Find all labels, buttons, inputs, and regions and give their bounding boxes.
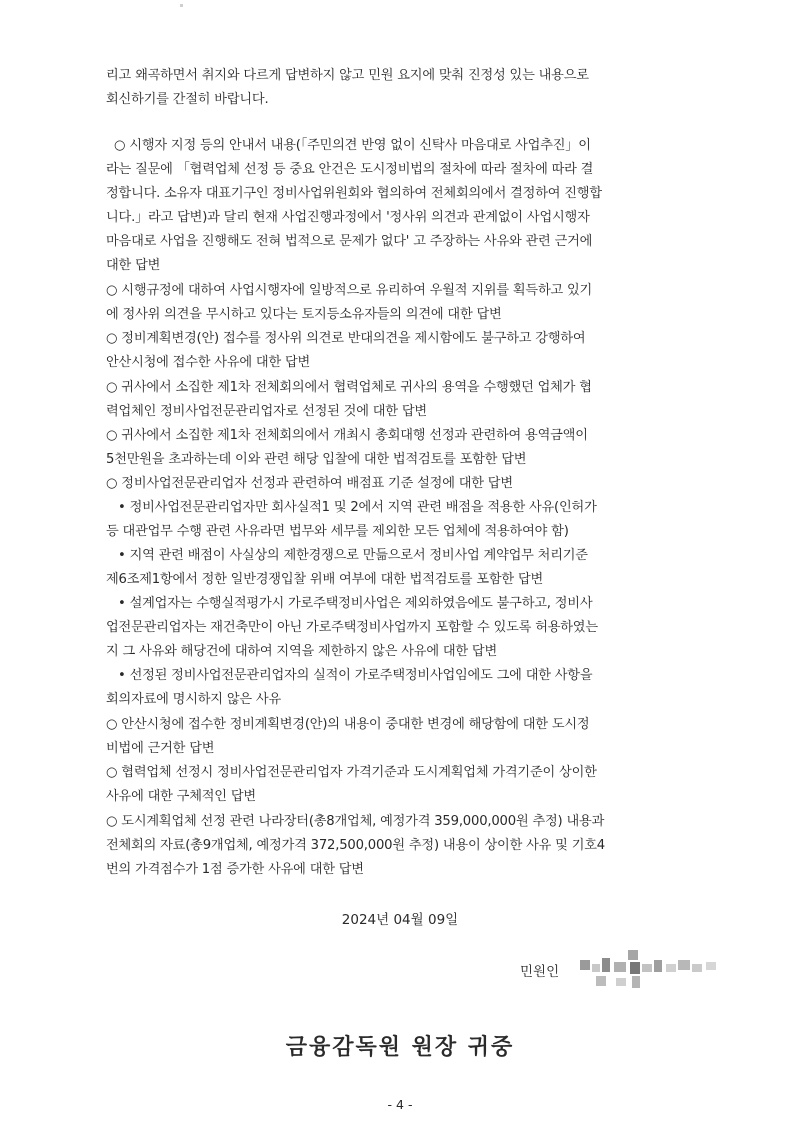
body-line: • 정비사업전문관리업자만 회사실적1 및 2에서 지역 관련 배점을 적용한 사유(인허가 <box>118 500 597 515</box>
body-line: 지 그 사유와 해당건에 대하여 지역을 제한하지 않은 사유에 대한 답변 <box>106 644 498 659</box>
body-line: 안산시청에 접수한 사유에 대한 답변 <box>106 355 311 370</box>
body-line: • 선정된 정비사업전문관리업자의 실적이 가로주택정비사업임에도 그에 대한 사항을 <box>118 668 593 683</box>
body-line: 대한 답변 <box>106 258 161 273</box>
body-line: 등 대관업무 수행 관련 사유라면 법무와 세무를 제외한 모든 업체에 적용하여야 함) <box>106 524 569 539</box>
body-line: ○ 안산시청에 접수한 정비계획변경(안)의 내용이 중대한 변경에 해당함에 대한 도시정 <box>106 717 590 732</box>
body-line: 업전문관리업자는 재건축만이 아닌 가로주택정비사업까지 포함할 수 있도록 허용하였는 <box>106 620 598 635</box>
body-line: ○ 도시계획업체 선정 관련 나라장터(총8개업체, 예정가격 359,000,000원 추정) 내용과 <box>106 814 605 829</box>
body-line: 제6조제1항에서 정한 일반경쟁입찰 위배 여부에 대한 법적검토를 포함한 답변 <box>106 572 544 587</box>
page-number: - 4 - <box>387 1097 413 1112</box>
body-line: 마음대로 사업을 진행해도 전혀 법적으로 문제가 없다' 고 주장하는 사유와 관련 근거에 <box>106 234 593 249</box>
body-line: ○ 귀사에서 소집한 제1차 전체회의에서 협력업체로 귀사의 용역을 수행했던 업체가 협 <box>106 380 592 395</box>
body-line: 사유에 대한 구체적인 답변 <box>106 789 256 804</box>
addressee: 금융감독원 원장 귀중 <box>285 1035 515 1060</box>
redacted-signature <box>580 946 720 992</box>
body-line: ○ 시행규정에 대하여 사업시행자에 일방적으로 유리하여 우월적 지위를 획득하고 있기 <box>106 283 593 298</box>
body-line: ○ 정비사업전문관리업자 선정과 관련하여 배점표 기준 설정에 대한 답변 <box>106 476 513 491</box>
scan-speck <box>180 4 183 7</box>
body-line: 에 정사위 의견을 무시하고 있다는 토지등소유자들의 의견에 대한 답변 <box>106 307 502 322</box>
body-line: 라는 질문에 「협력업체 선정 등 중요 안건은 도시정비법의 절차에 따라 절차에 따라 결 <box>106 162 594 177</box>
body-line: 비법에 근거한 답변 <box>106 741 215 756</box>
body-line: 전체회의 자료(총9개업체, 예정가격 372,500,000원 추정) 내용이 상이한 사유 및 기호4 <box>106 838 605 853</box>
body-line: ○ 정비계획변경(안) 접수를 정사위 의견로 반대의견을 제시함에도 불구하고 강행하여 <box>106 331 586 346</box>
body-line: 리고 왜곡하면서 취지와 다르게 답변하지 않고 민원 요지에 맞춰 진정성 있는 내용으로 <box>106 68 589 83</box>
petitioner-label: 민원인 <box>520 964 560 980</box>
body-line: 5천만원을 초과하는데 이와 관련 해당 입찰에 대한 법적검토를 포함한 답변 <box>106 452 527 467</box>
body-line: 니다.」라고 답변)과 달리 현재 사업진행과정에서 '정사위 의견과 관계없이 사업시행자 <box>106 210 590 225</box>
body-line: ○ 귀사에서 소집한 제1차 전체회의에서 개최시 총회대행 선정과 관련하여 용역금액이 <box>106 428 588 443</box>
body-line: 력업체인 정비사업전문관리업자로 선정된 것에 대한 답변 <box>106 404 427 419</box>
body-line: • 설계업자는 수행실적평가시 가로주택정비사업은 제외하였음에도 불구하고, 정비사 <box>118 596 593 611</box>
body-line: 번의 가격점수가 1점 증가한 사유에 대한 답변 <box>106 862 364 877</box>
body-line: 정합니다. 소유자 대표기구인 정비사업위원회와 협의하여 전체회의에서 결정하여 진행합 <box>106 186 602 201</box>
body-line: 회신하기를 간절히 바랍니다. <box>106 92 269 107</box>
document-date: 2024년 04월 09일 <box>341 912 459 928</box>
body-line: ○ 시행자 지정 등의 안내서 내용(「주민의견 반영 없이 신탁사 마음대로 사업추진」이 <box>114 138 591 153</box>
body-line: • 지역 관련 배점이 사실상의 제한경쟁으로 만듦으로서 정비사업 계약업무 처리기준 <box>118 548 588 563</box>
body-line: 회의자료에 명시하지 않은 사유 <box>106 692 281 707</box>
body-line: ○ 협력업체 선정시 정비사업전문관리업자 가격기준과 도시계획업체 가격기준이 상이한 <box>106 765 597 780</box>
